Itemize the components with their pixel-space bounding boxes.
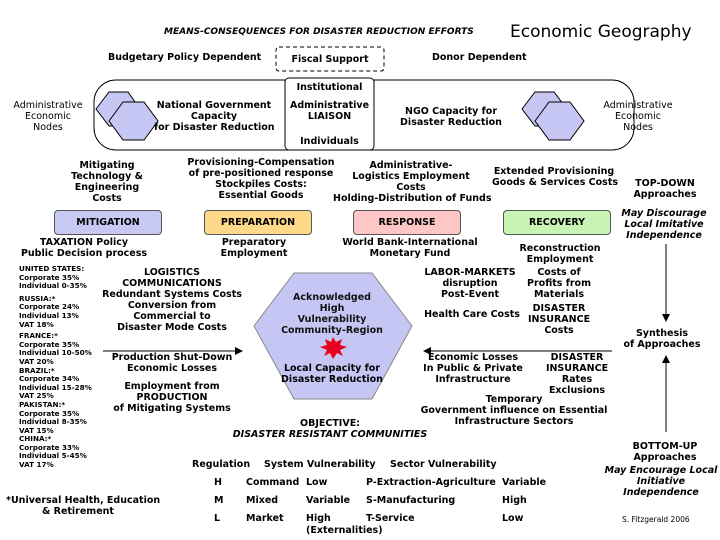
- may-discourage-note: May Discourage Local Imitative Independence: [621, 208, 707, 241]
- ngo-capacity: NGO Capacity for Disaster Reduction: [400, 106, 502, 128]
- table-cell: Market: [246, 513, 284, 524]
- production-shutdown: Production Shut-Down Economic Losses: [111, 352, 233, 374]
- table-cell: High: [502, 495, 527, 506]
- objective-text: DISASTER RESISTANT COMMUNITIES: [232, 429, 428, 440]
- individuals-label: Individuals: [300, 136, 359, 147]
- table-cell: T-Service: [366, 513, 415, 524]
- table-header-regulation: Regulation: [192, 459, 251, 470]
- table-cell: Low: [502, 513, 524, 524]
- mitigating-costs: Mitigating Technology & Engineering Costs: [71, 160, 143, 204]
- provisioning-compensation: Provisioning-Compensation of pre-positioned response Stockpiles Costs: Essential Goods: [187, 157, 335, 201]
- table-cell: Mixed: [246, 495, 279, 506]
- table-cell: L: [214, 513, 221, 524]
- national-government-capacity: National Government Capacity for Disaster Reduction: [154, 100, 275, 133]
- costs-of-profits: Costs of Profits from Materials: [527, 267, 591, 300]
- budgetary-label: Budgetary Policy Dependent: [108, 52, 262, 63]
- reconstruction-employment: Reconstruction Employment: [519, 243, 601, 265]
- table-cell: P-Extraction-Agriculture: [366, 477, 496, 488]
- phase-mitigation[interactable]: MITIGATION: [54, 210, 162, 235]
- economic-losses-infrastructure: Economic Losses In Public & Private Infrastructure: [423, 352, 523, 385]
- universal-services-footnote: *Universal Health, Education & Retirement: [6, 495, 161, 517]
- subject-title: Economic Geography: [510, 22, 692, 42]
- bottom-up-approaches: BOTTOM-UP Approaches: [632, 441, 698, 463]
- institutional-label: Institutional: [296, 82, 363, 93]
- table-cell: High: [306, 513, 331, 524]
- objective-label: OBJECTIVE:: [300, 418, 360, 429]
- employment-from-production: Employment from PRODUCTION of Mitigating Systems: [113, 381, 231, 414]
- fiscal-support-label: Fiscal Support: [291, 54, 369, 65]
- disaster-insurance-costs: DISASTER INSURANCE Costs: [527, 303, 591, 336]
- admin-logistics-costs: Administrative- Logistics Employment Costs Holding-Distribution of Funds: [333, 160, 492, 204]
- disaster-insurance-rates: DISASTER INSURANCE Rates Exclusions: [545, 352, 609, 396]
- extended-provisioning: Extended Provisioning Goods & Services Costs: [492, 166, 619, 188]
- phase-response[interactable]: RESPONSE: [353, 210, 461, 235]
- local-capacity: Local Capacity for Disaster Reduction: [281, 363, 383, 385]
- table-cell: H: [214, 477, 222, 488]
- top-down-approaches: TOP-DOWN Approaches: [633, 178, 697, 200]
- diagram-title: MEANS-CONSEQUENCES FOR DISASTER REDUCTION EFFORTS: [164, 27, 474, 37]
- admin-nodes-right: Administrative Economic Nodes: [603, 100, 673, 133]
- phase-recovery[interactable]: RECOVERY: [503, 210, 611, 235]
- donor-label: Donor Dependent: [432, 52, 527, 63]
- logistics-communications: LOGISTICS COMMUNICATIONS Redundant Systems Costs Conversion from Commercial to Disaster Mode Costs: [102, 267, 242, 333]
- acknowledged-vulnerability: Acknowledged High Vulnerability Community-Region: [281, 292, 383, 336]
- world-bank-imf: World Bank-International Monetary Fund: [342, 237, 478, 259]
- administrative-liaison: Administrative LIAISON: [289, 100, 370, 122]
- synthesis-of-approaches: Synthesis of Approaches: [623, 328, 701, 350]
- taxation-policy: TAXATION Policy Public Decision process: [20, 237, 148, 259]
- table-cell: S-Manufacturing: [366, 495, 456, 506]
- preparatory-employment: Preparatory Employment: [220, 237, 288, 259]
- author-credit: S. Fitzgerald 2006: [622, 515, 690, 524]
- tax-rates-list: UNITED STATES: Corporate 35% Individual 0-35% RUSSIA:* Corporate 24% Individual 13% VAT 18% FRANCE:* Corporate 35% Individual 10-50% VAT 20% BRAZIL:* Corporate 34% Individual 15-28% VAT 25% PAKISTAN:* Corporate 35% Individual 8-35% VAT 15% CHINA:* Corporate 33% Individual 5-45% VAT 17%: [19, 264, 92, 470]
- labor-markets: LABOR-MARKETS disruption Post-Event: [424, 267, 516, 300]
- table-header-sector: Sector Vulnerability: [390, 459, 497, 470]
- table-cell: Variable: [306, 495, 351, 506]
- admin-nodes-left: Administrative Economic Nodes: [13, 100, 83, 133]
- table-header-system: System Vulnerability: [264, 459, 376, 470]
- table-cell: Command: [246, 477, 300, 488]
- may-encourage-note: May Encourage Local Initiative Independence: [604, 465, 718, 498]
- table-cell: Variable: [502, 477, 547, 488]
- externalities-note: (Externalities): [306, 525, 383, 536]
- health-care-costs: Health Care Costs: [424, 309, 520, 320]
- temporary-government-influence: Temporary Government influence on Essential Infrastructure Sectors: [420, 394, 608, 427]
- phase-preparation[interactable]: PREPARATION: [204, 210, 312, 235]
- table-cell: Low: [306, 477, 328, 488]
- table-cell: M: [214, 495, 224, 506]
